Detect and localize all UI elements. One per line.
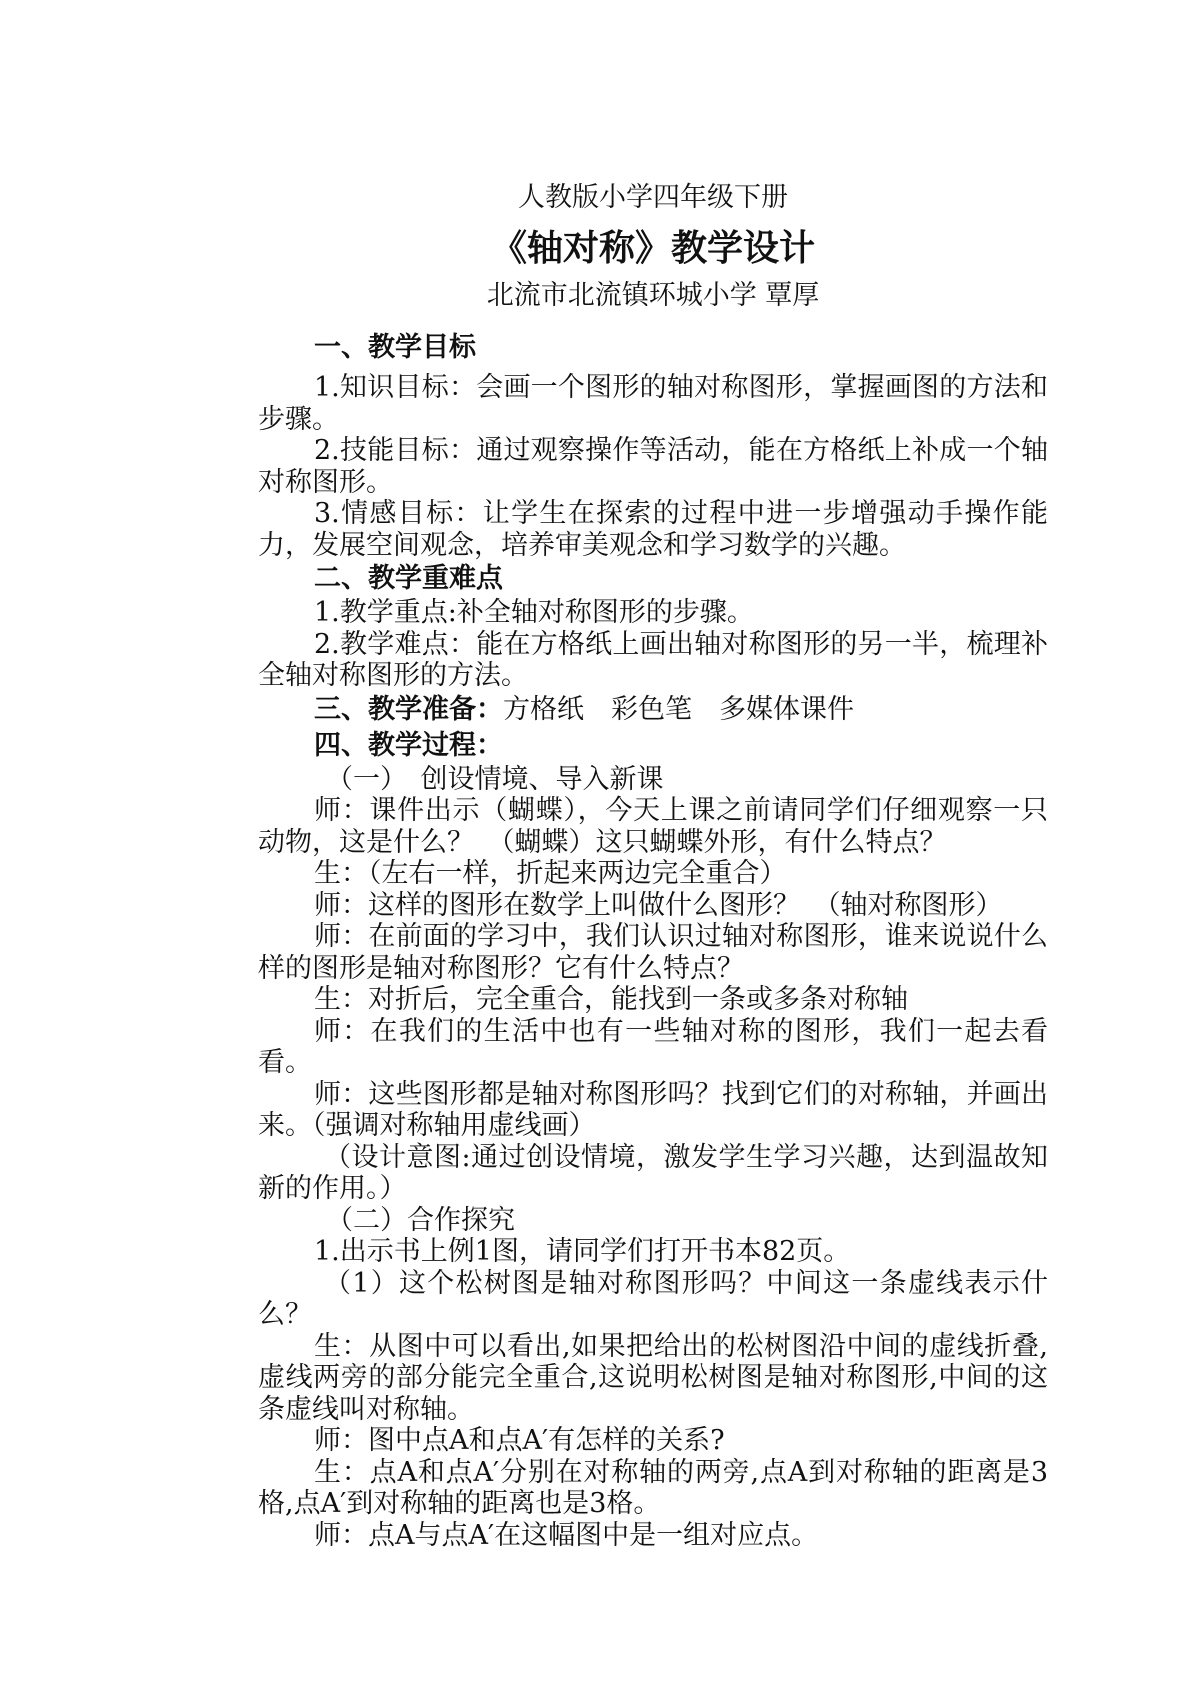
preparation-content: 方格纸 彩色笔 多媒体课件 — [503, 693, 854, 725]
dialogue-paragraph: 师：图中点A和点A′有怎样的关系? — [314, 1425, 725, 1456]
dialogue-paragraph: 师：课件出示（蝴蝶），今天上课之前请同学们仔细观察一只动物，这是什么？ （蝴蝶）这只蝴蝶外形，有什么特点？ — [258, 795, 1048, 858]
document-subtitle: 人教版小学四年级下册 — [518, 182, 788, 213]
dialogue-paragraph: 师：这样的图形在数学上叫做什么图形？ （轴对称图形） — [314, 889, 1003, 921]
section-heading-key-points: 二、教学重难点 — [314, 563, 503, 594]
process-step-heading-1: （一） 创设情境、导入新课 — [326, 763, 664, 795]
section-heading-process: 四、教学过程： — [314, 729, 503, 761]
objective-emotion: 3.情感目标：让学生在探索的过程中进一步增强动手操作能力，发展空间观念，培养审美观念和学习数学的兴趣。 — [258, 498, 1048, 561]
key-point: 1.教学重点:补全轴对称图形的步骤。 — [314, 597, 754, 628]
dialogue-paragraph: 师：点A与点A′在这幅图中是一组对应点。 — [314, 1519, 819, 1551]
document-author: 北流市北流镇环城小学 覃厚 — [486, 280, 820, 311]
design-intent-note: （设计意图:通过创设情境，激发学生学习兴趣，达到温故知新的作用。） — [258, 1141, 1048, 1204]
dialogue-paragraph: 生：（左右一样，折起来两边完全重合） — [314, 858, 787, 889]
dialogue-paragraph: 师：这些图形都是轴对称图形吗？找到它们的对称轴，并画出来。（强调对称轴用虚线画） — [258, 1078, 1048, 1141]
dialogue-paragraph: 生：对折后，完全重合，能找到一条或多条对称轴 — [314, 984, 908, 1015]
process-step-heading-2: （二）合作探究 — [326, 1204, 515, 1236]
section-heading-objectives: 一、教学目标 — [314, 332, 476, 363]
document-body — [258, 178, 1048, 1551]
dialogue-paragraph: （1）这个松树图是轴对称图形吗？中间这一条虚线表示什么？ — [258, 1267, 1048, 1330]
objective-knowledge: 1.知识目标：会画一个图形的轴对称图形，掌握画图的方法和步骤。 — [258, 372, 1048, 435]
dialogue-paragraph: 师：在前面的学习中，我们认识过轴对称图形，谁来说说什么样的图形是轴对称图形？它有什么特点？ — [258, 921, 1048, 984]
dialogue-paragraph: 生：从图中可以看出,如果把给出的松树图沿中间的虚线折叠,虚线两旁的部分能完全重合,这说明松树图是轴对称图形,中间的这条虚线叫对称轴。 — [258, 1330, 1048, 1425]
dialogue-paragraph: 1.出示书上例1图，请同学们打开书本82页。 — [314, 1236, 851, 1267]
preparation-label: 三、教学准备： — [314, 693, 503, 725]
dialogue-paragraph: 生：点A和点A′分别在对称轴的两旁,点A到对称轴的距离是3格,点A′到对称轴的距离也是3格。 — [258, 1456, 1048, 1519]
objective-skill: 2.技能目标：通过观察操作等活动，能在方格纸上补成一个轴对称图形。 — [258, 435, 1048, 498]
dialogue-paragraph: 师：在我们的生活中也有一些轴对称的图形，我们一起去看看。 — [258, 1015, 1048, 1078]
difficult-point: 2.教学难点：能在方格纸上画出轴对称图形的另一半，梳理补全轴对称图形的方法。 — [258, 628, 1048, 691]
section-heading-preparation — [258, 692, 1048, 728]
document-title: 《轴对称》教学设计 — [490, 227, 815, 269]
